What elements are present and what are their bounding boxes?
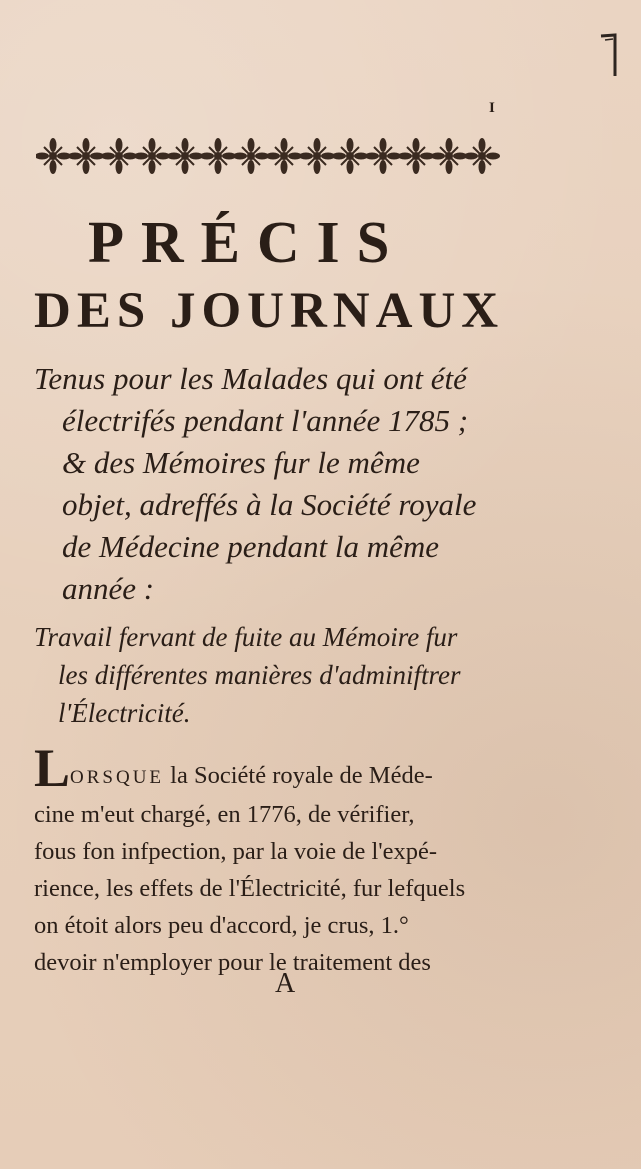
fleuron-icon [134,138,170,174]
signature-mark: A [275,968,296,999]
fleuron-icon [200,138,236,174]
lead-paragraph [34,358,524,610]
fleuron-icon [332,138,368,174]
lead-line: électrifés pendant l'année 1785 ; [62,403,469,438]
body-line: on étoit alors peu d'accord, je crus, 1.° [34,912,409,939]
body-line: cine m'eut chargé, en 1776, de vérifier, [34,801,415,828]
body-first-line [34,738,534,798]
section-heading [34,618,534,732]
body-line-rest: la Société royale de Méde- [170,762,433,789]
lead-line: de Médecine pendant la même [62,529,440,564]
lead-line: objet, adreffés à la Société royale [62,487,477,522]
fleuron-icon [431,138,467,174]
lead-line: année : [62,571,155,606]
lead-line: & des Mémoires fur le même [62,445,420,480]
margin-bracket-mark [599,32,619,78]
drop-cap: L [34,738,71,798]
page-mark: I [489,100,495,116]
lead-line: Tenus pour les Malades qui ont été [34,361,467,396]
fleuron-icon [36,138,71,174]
section-heading-line: l'Électricité. [58,698,191,728]
fleuron-icon [398,138,434,174]
fleuron-icon [101,138,137,174]
fleuron-icon [233,138,269,174]
fleuron-icon [365,138,401,174]
body-line: rience, les effets de l'Électricité, fur lefquels [34,875,466,902]
fleuron-icon [68,138,104,174]
body-paragraph [34,738,534,981]
title: PRÉCIS [88,209,407,275]
fleuron-band [36,130,506,182]
small-caps-word: ORSQUE [70,767,165,788]
body-line: fous fon infpection, par la voie de l'expé- [34,838,438,865]
fleuron-icon [299,138,335,174]
section-heading-line: Travail fervant de fuite au Mémoire fur [34,622,458,652]
subtitle: DES JOURNAUX [34,283,505,339]
fleuron-icon [167,138,203,174]
body-line: devoir n'employer pour le traitement des [34,949,431,976]
fleuron-icon [266,138,302,174]
section-heading-line: les différentes manières d'adminiftrer [58,660,461,690]
fleuron-icon [464,138,500,174]
